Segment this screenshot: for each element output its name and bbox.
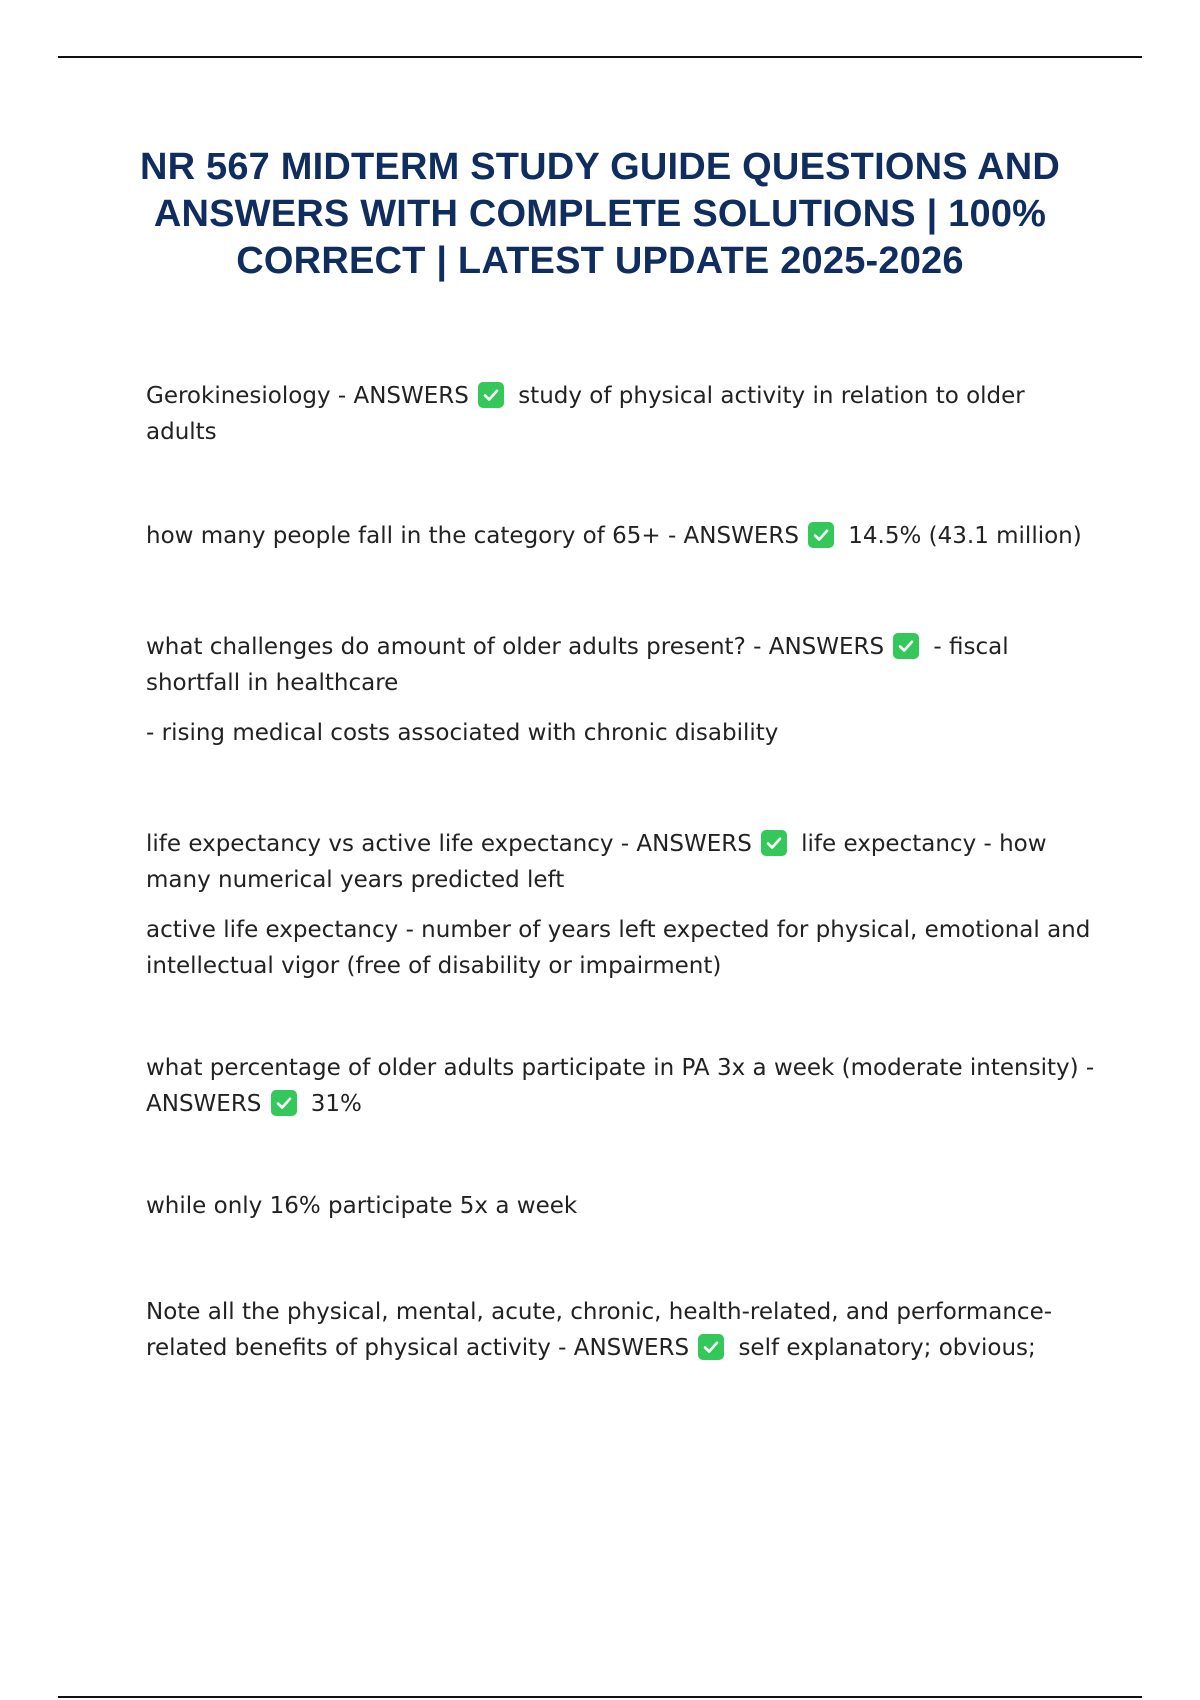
green-checkmark-icon [698, 1334, 724, 1360]
green-checkmark-icon [271, 1090, 297, 1116]
question-text: Gerokinesiology - ANSWERS [146, 383, 469, 409]
green-checkmark-icon [761, 830, 787, 856]
qa-entry-2 [146, 518, 1096, 554]
bottom-rule [58, 1696, 1142, 1698]
green-checkmark-icon [808, 522, 834, 548]
answer-continuation: - rising medical costs associated with chronic disability [146, 720, 779, 746]
green-checkmark-icon [893, 633, 919, 659]
qa-list [146, 378, 1096, 1366]
qa-line [146, 1050, 1096, 1122]
answer-text: study of physical activity in relation to older adults [146, 383, 1025, 445]
answer-text: self explanatory; obvious; [738, 1335, 1036, 1361]
qa-line [146, 518, 1096, 554]
document-title: NR 567 MIDTERM STUDY GUIDE QUESTIONS AND ANSWERS WITH COMPLETE SOLUTIONS | 100% CORRECT | LATEST UPDATE 2025-2026 [139, 146, 1061, 282]
qa-line [146, 1294, 1096, 1366]
top-rule [58, 56, 1142, 58]
qa-line [146, 378, 1096, 450]
answer-text: life expectancy - how many numerical years predicted left [146, 831, 1047, 893]
question-text: life expectancy vs active life expectancy - ANSWERS [146, 831, 752, 857]
answer-text: 31% [310, 1091, 362, 1117]
green-checkmark-icon [478, 382, 504, 408]
answer-continuation: while only 16% participate 5x a week [146, 1193, 578, 1219]
qa-entry-5 [146, 1050, 1096, 1122]
qa-line [146, 629, 1096, 701]
answer-text: - fiscal shortfall in healthcare [146, 634, 1009, 696]
question-text: Note all the physical, mental, acute, chronic, health-related, and performance-related benefits of physical activity - ANSWERS [146, 1299, 1053, 1361]
qa-entry-6 [146, 1188, 1096, 1224]
qa-line [146, 826, 1096, 898]
answer-text: 14.5% (43.1 million) [848, 523, 1082, 549]
qa-entry-3 [146, 629, 1096, 751]
question-text: what percentage of older adults participate in PA 3x a week (moderate intensity) - ANSWERS [146, 1055, 1095, 1117]
answer-continuation: active life expectancy - number of years left expected for physical, emotional and intellectual vigor (free of disability or impairment) [146, 917, 1091, 979]
qa-entry-4 [146, 826, 1096, 984]
qa-entry-1 [146, 378, 1096, 450]
question-text: how many people fall in the category of 65+ - ANSWERS [146, 523, 799, 549]
qa-entry-7 [146, 1294, 1096, 1366]
question-text: what challenges do amount of older adults present? - ANSWERS [146, 634, 885, 660]
